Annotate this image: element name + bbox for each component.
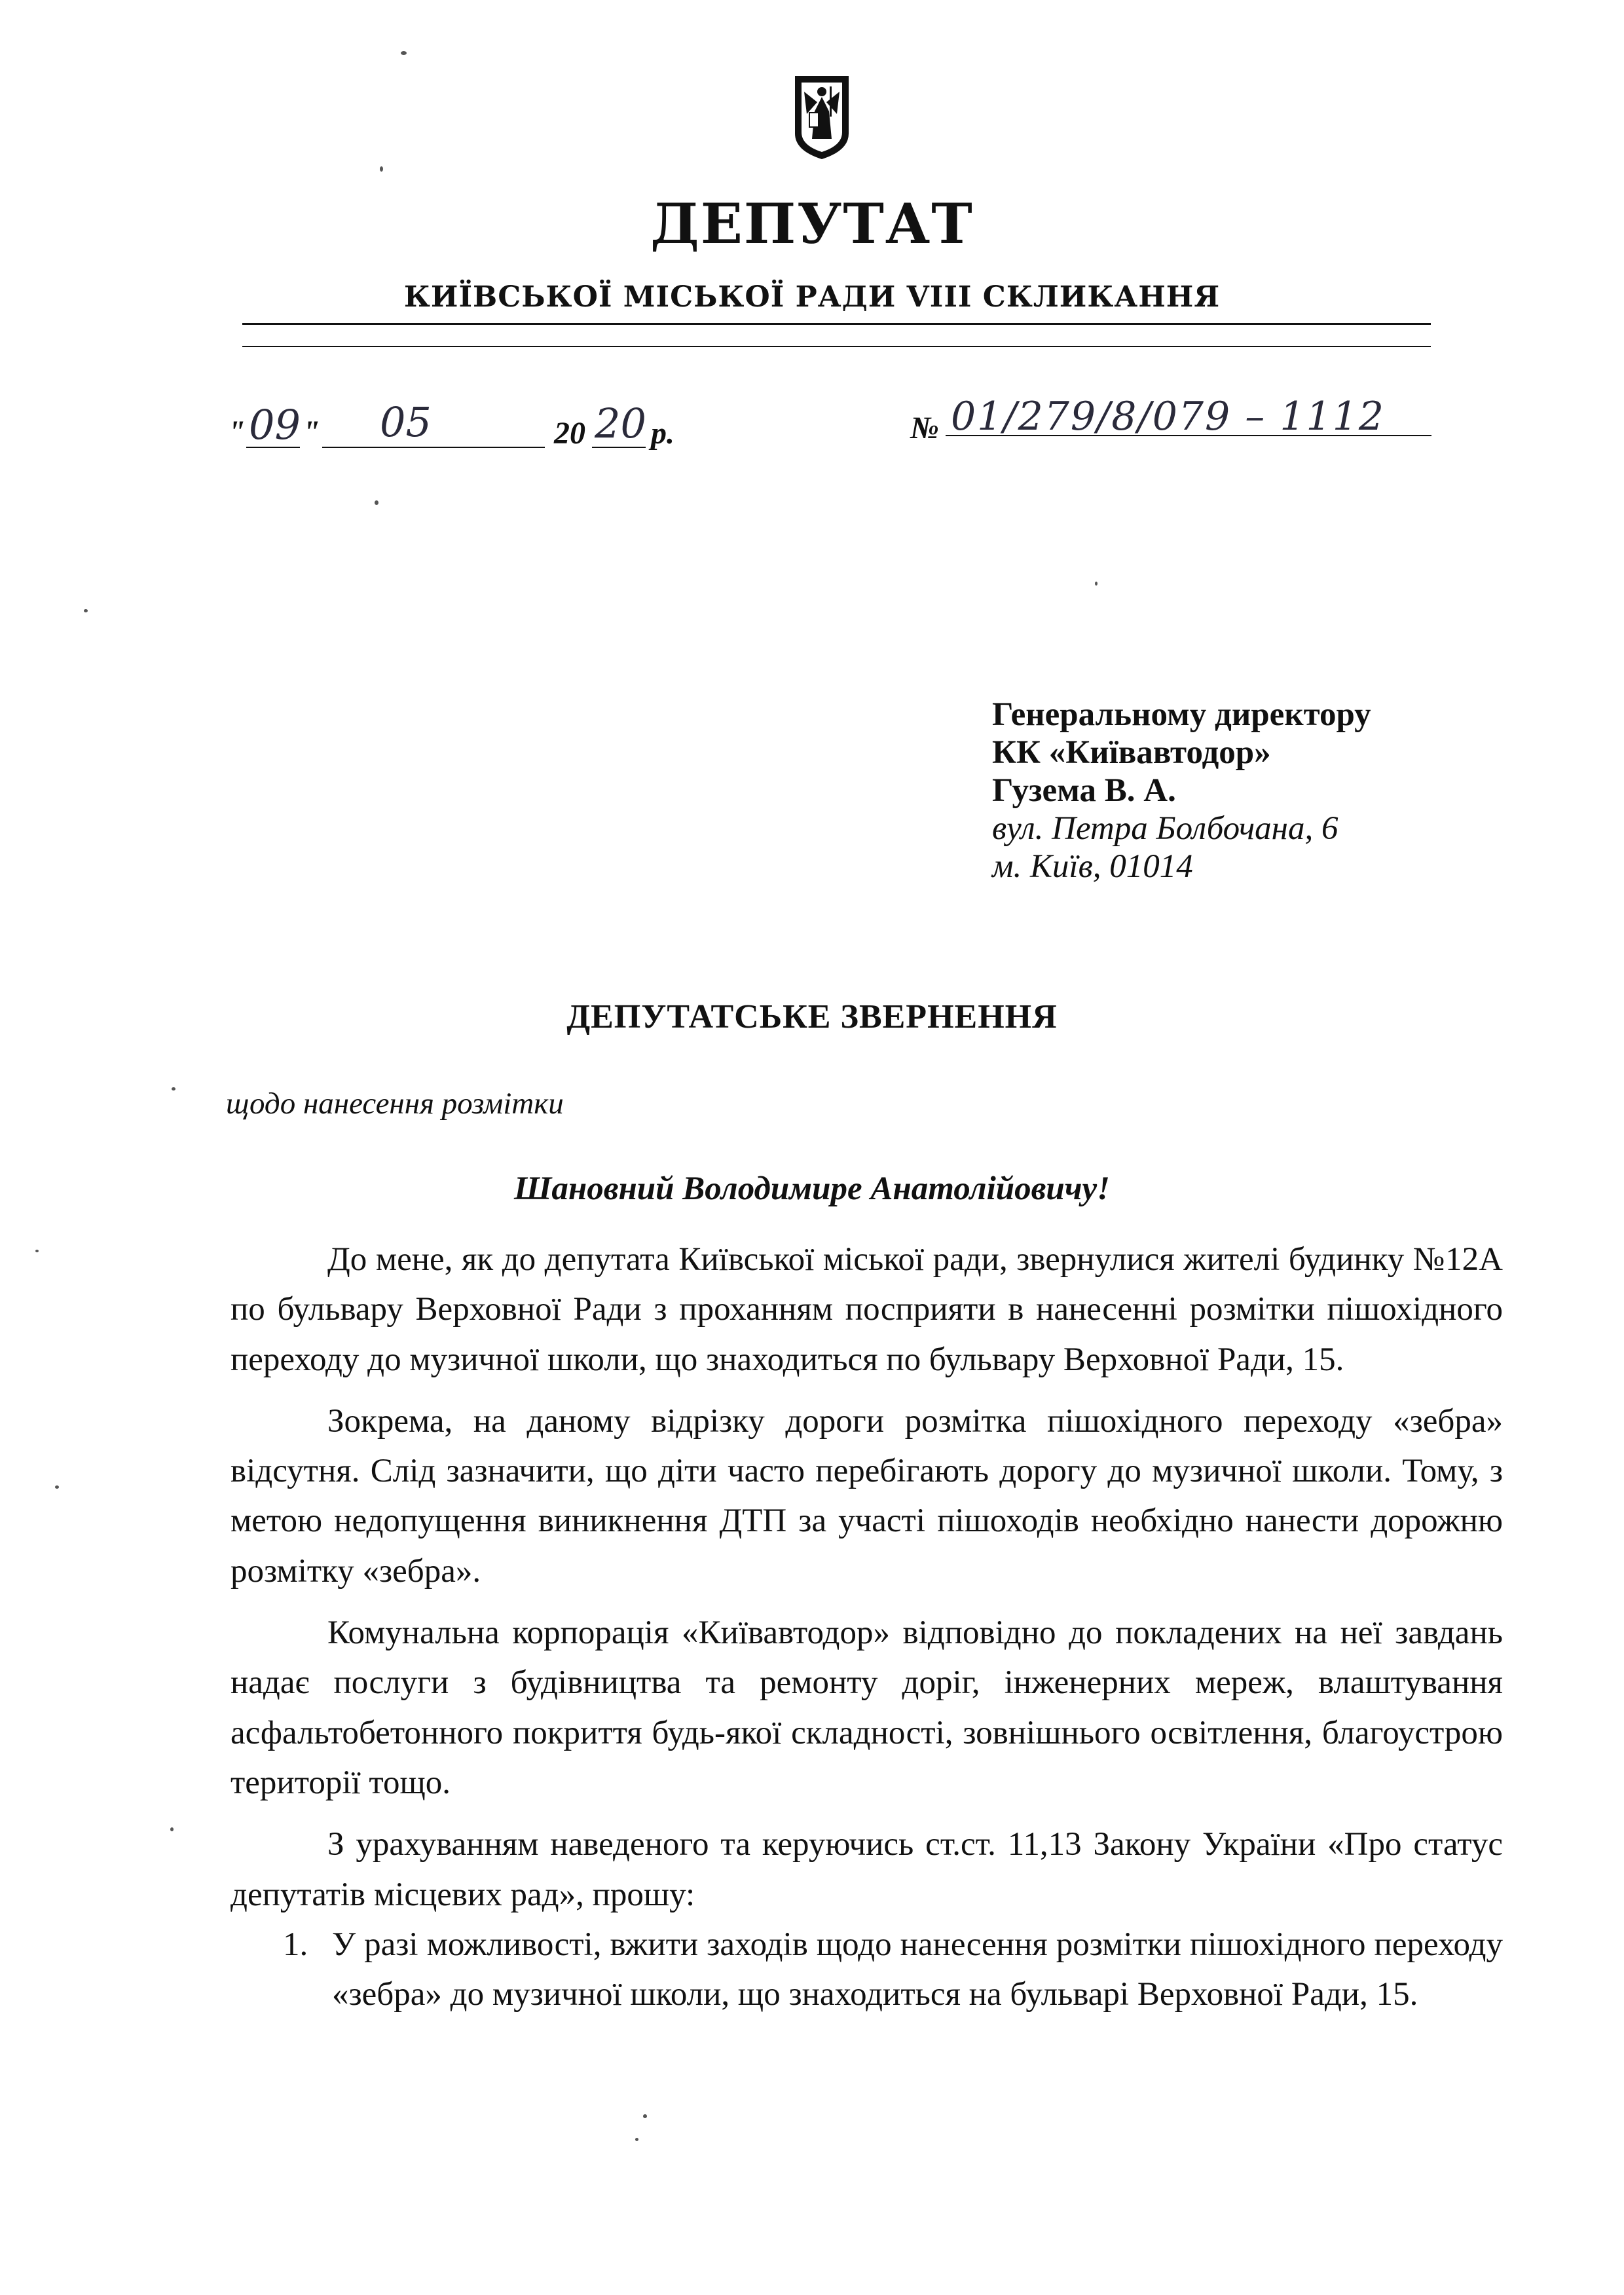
scan-speck xyxy=(84,609,88,612)
scan-speck xyxy=(55,1485,59,1489)
list-item-number: 1. xyxy=(283,1926,308,1963)
reference-underline xyxy=(946,435,1431,436)
list-item-text: У разі можливості, вжити заходів щодо нанесення розмітки пішохідного переходу «зебра» до музичної школи, що знаходиться на бульварі Верховної Ради, 15. xyxy=(332,1926,1503,2013)
kyiv-coat-of-arms-icon xyxy=(792,73,851,162)
scan-speck xyxy=(1095,582,1098,586)
scan-speck xyxy=(172,1087,175,1091)
reference-number: 01/279/8/079 – 1112 xyxy=(951,394,1386,439)
date-day: 09 xyxy=(249,401,301,449)
date-day-underline xyxy=(246,447,300,448)
recipient-name: Гузема В. А. xyxy=(992,772,1176,809)
request-list xyxy=(231,1920,1503,2020)
body-paragraph: До мене, як до депутата Київської міської ради, звернулися жителі будинку №12А по бульвару Верховної Ради з проханням посприяти в нанесенні розмітки пішохідного переходу до музичної школи, що знаходиться по бульвару Верховної Ради, 15. xyxy=(231,1241,1503,1378)
recipient-block xyxy=(992,696,1371,886)
appeal-topic: щодо нанесення розмітки xyxy=(226,1087,564,1121)
body-paragraph: З урахуванням наведеного та керуючись ст.ст. 11,13 Закону України «Про статус депутатів місцевих рад», прошу: xyxy=(231,1826,1503,1913)
reference-label: № xyxy=(910,411,939,445)
header-rule-thick xyxy=(242,323,1431,325)
body-paragraph: Комунальна корпорація «Київавтодор» відповідно до покладених на неї завдань надає послуги з будівництва та ремонту доріг, інженерних мереж, влаштування асфальтобетонного покриття будь-якої складності, зовнішнього освітлення, благоустрою території тощо. xyxy=(231,1614,1503,1801)
recipient-street: вул. Петра Болбочана, 6 xyxy=(992,810,1338,847)
date-year-underline xyxy=(592,447,646,448)
council-subtitle: КИЇВСЬКОЇ МІСЬКОЇ РАДИ VIII СКЛИКАННЯ xyxy=(403,280,1221,314)
scan-speck xyxy=(380,166,383,172)
letter-body xyxy=(231,1235,1503,2019)
scan-speck xyxy=(35,1250,39,1252)
appeal-heading: ДЕПУТАТСЬКЕ ЗВЕРНЕННЯ xyxy=(566,998,1058,1036)
date-year-prefix: 20 xyxy=(554,416,585,451)
list-item xyxy=(231,1920,1503,2020)
date-quote-open: " xyxy=(228,415,246,449)
date-year-unit: р. xyxy=(651,416,674,451)
date-month: 05 xyxy=(380,398,432,446)
document-title: ДЕПУТАТ xyxy=(650,191,974,256)
salutation: Шановний Володимире Анатолійовичу! xyxy=(513,1170,1111,1207)
header-rule-thin xyxy=(242,346,1431,347)
scan-speck xyxy=(170,1827,174,1831)
recipient-organization: КК «Київавтодор» xyxy=(992,734,1271,771)
date-month-underline xyxy=(322,447,545,448)
scan-speck xyxy=(375,500,378,505)
body-paragraph: Зокрема, на даному відрізку дороги розмітка пішохідного переходу «зебра» відсутня. Слід зазначити, що діти часто перебігають дорогу до музичної школи. Тому, з метою недопущення виникнення ДТП за участі пішоходів необхідно нанести дорожню розмітку «зебра». xyxy=(231,1402,1503,1590)
date-quote-close: " xyxy=(303,415,320,449)
recipient-position: Генеральному директору xyxy=(992,696,1371,733)
scan-speck xyxy=(643,2114,647,2118)
recipient-city: м. Київ, 01014 xyxy=(992,848,1193,885)
scan-speck xyxy=(635,2138,638,2141)
scan-speck xyxy=(401,51,407,55)
date-year-suffix: 20 xyxy=(595,400,646,447)
